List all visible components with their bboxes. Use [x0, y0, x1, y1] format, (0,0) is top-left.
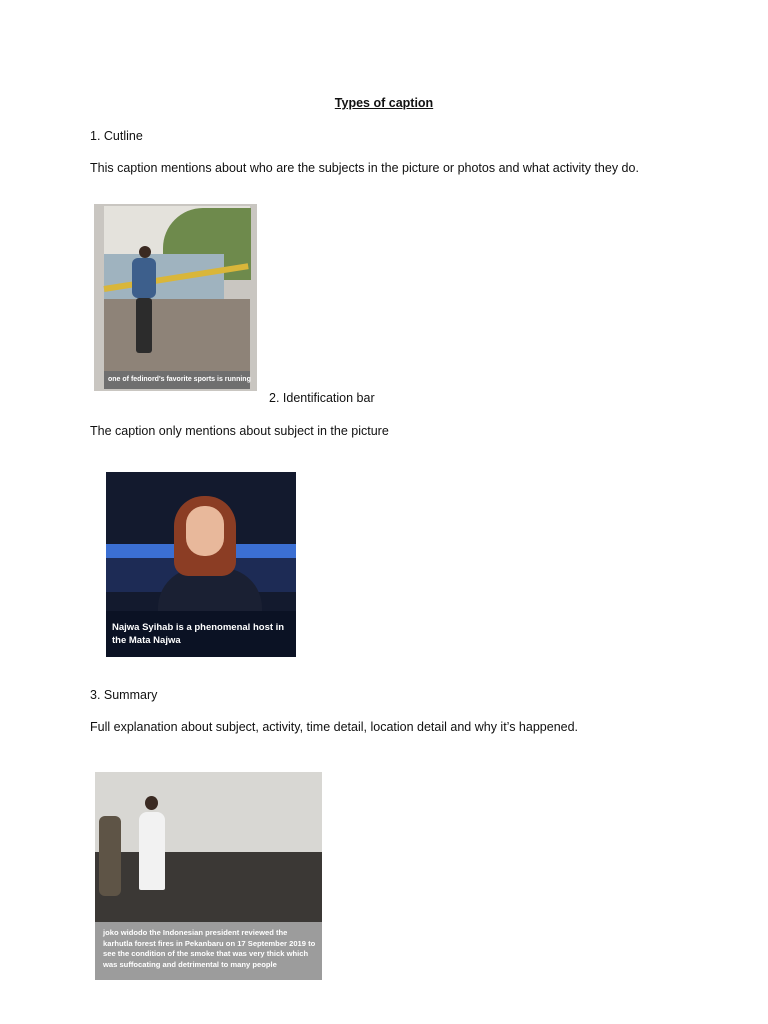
document-title: Types of caption [334, 96, 434, 110]
section-heading-identification-bar: 2. Identification bar [269, 391, 375, 405]
runner-photo [94, 204, 257, 391]
forest-fire-photo [95, 772, 322, 980]
section-description-cutline: This caption mentions about who are the subjects in the picture or photos and what activity they do. [90, 161, 639, 175]
host-photo [106, 472, 296, 657]
forest-fire-photo-caption: joko widodo the Indonesian president reviewed the karhutla forest fires in Pekanbaru on 17 September 2019 to see the condition of the smoke that was very thick which was suffocating and detrimental to many people [103, 928, 316, 969]
section-heading-cutline: 1. Cutline [90, 129, 143, 143]
section-description-summary: Full explanation about subject, activity, time detail, location detail and why it’s happened. [90, 720, 579, 734]
section-heading-summary: 3. Summary [90, 688, 158, 702]
host-photo-caption: Najwa Syihab is a phenomenal host in the Mata Najwa [112, 622, 285, 646]
runner-photo-caption: one of fedinord's favorite sports is running [108, 376, 251, 383]
section-description-identification-bar: The caption only mentions about subject in the picture [90, 424, 389, 438]
